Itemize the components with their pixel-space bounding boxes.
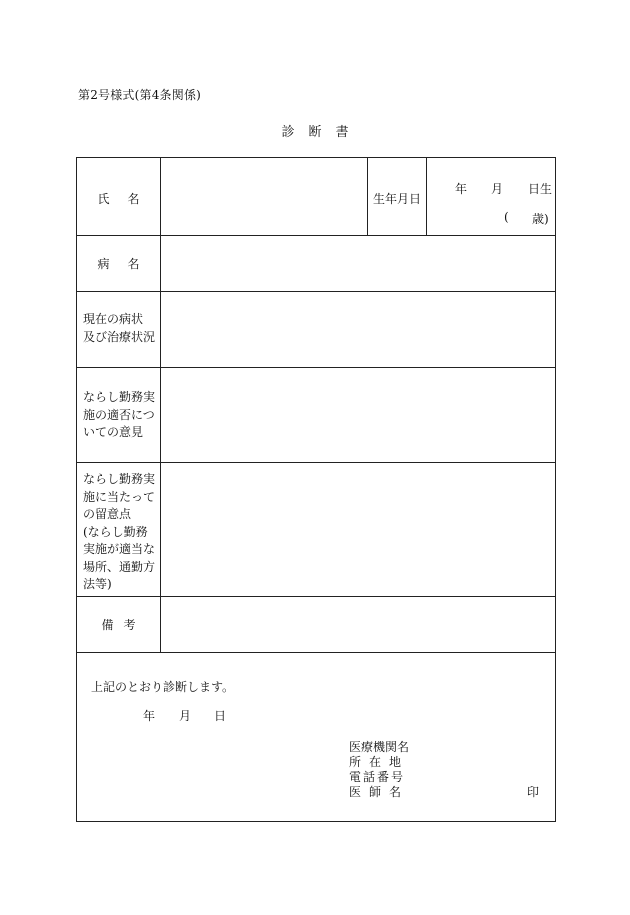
notes-label-line: の留意点 (83, 507, 132, 521)
diagnosis-form-table (76, 157, 556, 822)
notes-label-line: 施に当たって (83, 489, 156, 504)
notes-label-line: (ならし勤務 (83, 524, 148, 539)
condition-label-line: 及び治療状況 (83, 329, 156, 344)
address-label: 所在地 (349, 755, 410, 769)
doctor-name-label: 医師名 (349, 785, 410, 799)
condition-field[interactable] (161, 292, 556, 367)
certification-statement: 上記のとおり診断します。 (91, 680, 235, 694)
institution-label: 医療機関名 (349, 740, 410, 754)
remarks-label: 備考 (101, 618, 146, 632)
birth-month-unit: 月 (491, 182, 504, 196)
document-title: 診断書 (281, 125, 363, 140)
cert-year-unit: 年 (143, 709, 156, 723)
suitability-field[interactable] (161, 368, 556, 462)
notes-label-line: 場所、通勤方 (83, 559, 156, 574)
cert-month-unit: 月 (179, 709, 192, 723)
birth-day-unit: 日生 (528, 182, 553, 196)
name-field[interactable] (161, 158, 367, 235)
suitability-label-line: いての意見 (83, 425, 144, 439)
form-number: 第2号様式(第4条関係) (78, 88, 202, 102)
disease-label: 病名 (97, 257, 158, 271)
age-unit: 歳) (532, 212, 549, 226)
notes-label-line: ならし勤務実 (83, 472, 156, 486)
row-divider (77, 652, 555, 653)
notes-field[interactable] (161, 463, 556, 596)
notes-label-line: 法等) (83, 577, 112, 591)
suitability-label-line: ならし勤務実 (83, 390, 156, 404)
suitability-label (83, 389, 155, 442)
notes-label (83, 471, 155, 594)
birth-year-unit: 年 (455, 182, 468, 196)
notes-label-line: 実施が適当な (83, 542, 156, 556)
birthdate-label: 生年月日 (373, 192, 422, 206)
column-divider (367, 158, 368, 235)
seal-mark: 印 (527, 785, 540, 799)
suitability-label-line: 施の適否につ (83, 407, 155, 422)
disease-field[interactable] (161, 236, 556, 291)
phone-label: 電話番号 (349, 770, 406, 784)
condition-label (83, 311, 155, 346)
age-open-paren: ( (504, 210, 509, 224)
condition-label-line: 現在の病状 (83, 312, 144, 326)
name-label: 氏名 (97, 192, 158, 206)
remarks-field[interactable] (161, 597, 556, 652)
cert-day-unit: 日 (214, 709, 227, 723)
